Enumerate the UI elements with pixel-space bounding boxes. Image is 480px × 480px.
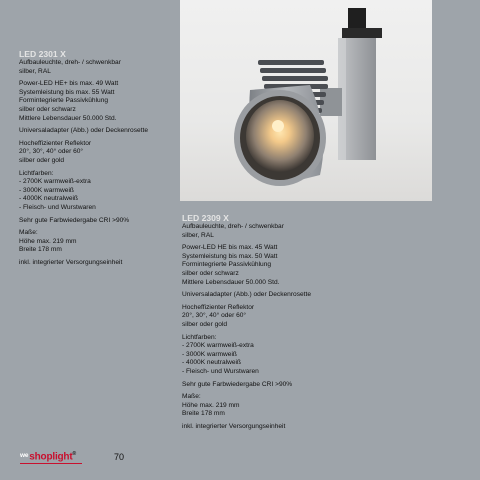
spec-line: Power-LED HE+ bis max. 49 Watt xyxy=(19,80,119,88)
spec-line: Sehr gute Farbwiedergabe CRI >90% xyxy=(19,216,130,224)
spec-line: Maße: xyxy=(182,393,201,401)
spec-line: - Fleisch- und Wurstwaren xyxy=(19,203,96,211)
product-right xyxy=(182,213,362,435)
spec-line: Mittlere Lebensdauer 50.000 Std. xyxy=(19,114,117,122)
spec-line: - 2700K warmweiß-extra xyxy=(19,178,91,186)
spec-line: Formintegrierte Passivkühlung xyxy=(19,97,109,105)
spec-line: - Fleisch- und Wurstwaren xyxy=(182,367,259,375)
spec-line: inkl. integrierter Versorgungseinheit xyxy=(19,258,123,266)
spec-paragraph xyxy=(182,334,362,377)
spec-line: inkl. integrierter Versorgungseinheit xyxy=(182,422,286,430)
logo-underline xyxy=(20,463,82,464)
spec-line: silber oder gold xyxy=(182,320,228,328)
spec-line: Aufbauleuchte, dreh- / schwenkbar xyxy=(19,59,121,66)
logo-mark: ® xyxy=(72,451,76,457)
spec-paragraph xyxy=(182,244,362,287)
spec-line: Universaladapter (Abb.) oder Deckenrosette xyxy=(19,127,149,135)
spec-line: Formintegrierte Passivkühlung xyxy=(182,261,272,269)
product-title: LED 2301 X xyxy=(19,49,66,59)
spec-paragraph xyxy=(19,229,169,255)
page-number: 70 xyxy=(114,452,125,462)
spec-paragraph xyxy=(182,223,362,240)
spec-line: Aufbauleuchte, dreh- / schwenkbar xyxy=(182,223,284,230)
spec-line: 20°, 30°, 40° oder 60° xyxy=(19,148,84,156)
spec-line: - 4000K neutralweiß xyxy=(19,195,79,203)
logo-prefix: we xyxy=(20,452,29,460)
reflector-icon xyxy=(246,100,314,172)
spec-line: 20°, 30°, 40° oder 60° xyxy=(182,312,247,320)
spec-paragraph xyxy=(182,423,362,432)
spec-line: Hocheffizienter Reflektor xyxy=(182,303,255,311)
spec-line: silber oder gold xyxy=(19,156,65,164)
spec-paragraph xyxy=(19,59,169,76)
logo-text: shoplight xyxy=(29,451,73,463)
spec-paragraph xyxy=(19,217,169,226)
spec-paragraph xyxy=(182,291,362,300)
spec-line: Lichtfarben: xyxy=(182,333,217,341)
spec-line: Hocheffizienter Reflektor xyxy=(19,139,92,147)
spec-line: Systemleistung bis max. 55 Watt xyxy=(19,88,115,96)
spec-line: - 3000K warmweiß xyxy=(182,350,237,358)
spec-line: Höhe max. 219 mm xyxy=(182,401,240,409)
spec-paragraph xyxy=(19,259,169,268)
product-photo xyxy=(180,0,432,201)
spec-line: Power-LED HE bis max. 45 Watt xyxy=(182,244,278,252)
spec-paragraph xyxy=(19,140,169,166)
product-description xyxy=(19,59,169,267)
spec-line: - 2700K warmweiß-extra xyxy=(182,342,254,350)
spec-line: silber, RAL xyxy=(19,67,51,75)
spec-line: silber oder schwarz xyxy=(19,105,76,113)
spec-line: Lichtfarben: xyxy=(19,169,54,177)
product-title: LED 2309 X xyxy=(182,213,229,223)
spec-line: Universaladapter (Abb.) oder Deckenrosette xyxy=(182,291,312,299)
spec-line: Maße: xyxy=(19,229,38,237)
spec-paragraph xyxy=(19,127,169,136)
spec-line: silber, RAL xyxy=(182,231,214,239)
spec-line: - 4000K neutralweiß xyxy=(182,359,242,367)
spec-line: Breite 178 mm xyxy=(19,246,62,254)
spec-line: Mittlere Lebensdauer 50.000 Std. xyxy=(182,278,280,286)
spec-line: silber oder schwarz xyxy=(182,269,239,277)
spec-paragraph xyxy=(182,304,362,330)
spec-paragraph xyxy=(19,80,169,123)
product-left xyxy=(19,49,169,271)
spec-paragraph xyxy=(182,381,362,390)
spec-paragraph xyxy=(19,170,169,213)
spec-paragraph xyxy=(182,393,362,419)
spotlight-illustration xyxy=(180,0,432,201)
spec-line: Systemleistung bis max. 50 Watt xyxy=(182,252,278,260)
spec-line: Sehr gute Farbwiedergabe CRI >90% xyxy=(182,380,293,388)
spec-line: Breite 178 mm xyxy=(182,410,225,418)
brand-logo xyxy=(20,451,76,462)
spec-line: Höhe max. 219 mm xyxy=(19,237,77,245)
product-description xyxy=(182,223,362,431)
spec-line: - 3000K warmweiß xyxy=(19,186,74,194)
